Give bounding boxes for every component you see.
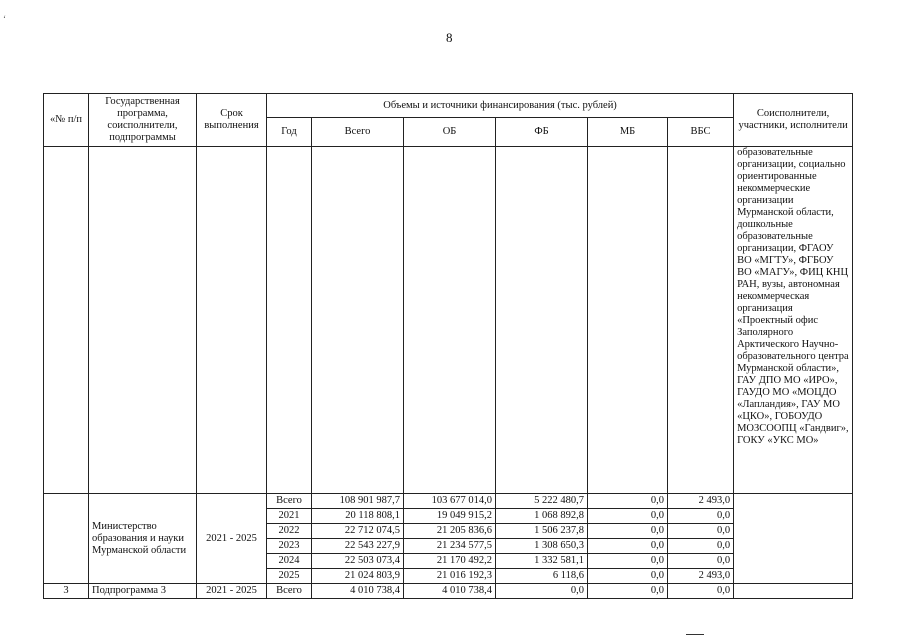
- cell-mb: 0,0: [588, 584, 668, 599]
- partners-list: образовательные организации, социально ориентированные некоммерческие организации Мурманской области, дошкольные образовательные организации, ФГАОУ ВО «МГТУ», ФГБОУ ВО «МАГУ», ФИЦ КНЦ РАН, вузы, автономная некоммерческая организация «Проектный офис Заполярного Арктического Научно-образовательного центра Мурманской области», ГАУ ДПО МО «ИРО», ГАУДО МО «МОЦДО «Лапландия», ГАУ МО «ЦКО», ГОБОУДО МОЗСООПЦ «Гандвиг», ГОКУ «УКС МО»: [734, 147, 853, 494]
- cell-fb: 1 308 650,3: [496, 539, 588, 554]
- cell-fb: 1 506 237,8: [496, 524, 588, 539]
- cell-total: 20 118 808,1: [312, 509, 404, 524]
- cell-mb: 0,0: [588, 554, 668, 569]
- cell-year: Всего: [267, 584, 312, 599]
- subprogram-row: [44, 584, 853, 599]
- header-num: «№ п/п: [44, 94, 89, 147]
- cell-fb: 5 222 480,7: [496, 494, 588, 509]
- header-col-total: Всего: [312, 118, 404, 147]
- continuation-row: [44, 147, 853, 494]
- header-col-mb: МБ: [588, 118, 668, 147]
- cell-total: 4 010 738,4: [312, 584, 404, 599]
- cell-fb: 1 068 892,8: [496, 509, 588, 524]
- cell-year: Всего: [267, 494, 312, 509]
- cell-year: 2024: [267, 554, 312, 569]
- subprogram-num: 3: [44, 584, 89, 599]
- header-col-ob: ОБ: [404, 118, 496, 147]
- cell-mb: 0,0: [588, 569, 668, 584]
- cell-ob: 21 170 492,2: [404, 554, 496, 569]
- header-program: Государственная программа, соисполнители, подпрограммы: [89, 94, 197, 147]
- cell-mb: 0,0: [588, 524, 668, 539]
- cell-fb: 0,0: [496, 584, 588, 599]
- cell-mb: 0,0: [588, 509, 668, 524]
- cell-total: 21 024 803,9: [312, 569, 404, 584]
- header-financing: Объемы и источники финансирования (тыс. рублей): [267, 94, 734, 118]
- cell-year: 2023: [267, 539, 312, 554]
- cell-year: 2021: [267, 509, 312, 524]
- subprogram-term: 2021 - 2025: [197, 584, 267, 599]
- header-partners: Соисполнители, участники, исполнители: [734, 94, 853, 147]
- cell-ob: 21 234 577,5: [404, 539, 496, 554]
- cell-ob: 21 205 836,6: [404, 524, 496, 539]
- cell-mb: 0,0: [588, 494, 668, 509]
- financing-table: [43, 93, 853, 599]
- header-term: Срок выполнения: [197, 94, 267, 147]
- cell-vbs: 0,0: [668, 509, 734, 524]
- cell-total: 108 901 987,7: [312, 494, 404, 509]
- cell-vbs: 2 493,0: [668, 569, 734, 584]
- cell-total: 22 712 074,5: [312, 524, 404, 539]
- header-col-vbs: ВБС: [668, 118, 734, 147]
- cell-vbs: 0,0: [668, 524, 734, 539]
- cell-total: 22 543 227,9: [312, 539, 404, 554]
- cell-fb: 1 332 581,1: [496, 554, 588, 569]
- page-number: 8: [446, 30, 453, 45]
- cell-vbs: 0,0: [668, 554, 734, 569]
- cell-year: 2025: [267, 569, 312, 584]
- header-col-year: Год: [267, 118, 312, 147]
- cell-fb: 6 118,6: [496, 569, 588, 584]
- ministry-term: 2021 - 2025: [197, 494, 267, 584]
- cell-year: 2022: [267, 524, 312, 539]
- table-row: [44, 494, 853, 509]
- cell-total: 22 503 073,4: [312, 554, 404, 569]
- cell-vbs: 0,0: [668, 584, 734, 599]
- footer-line: [686, 634, 704, 635]
- margin-mark: ‘: [3, 14, 6, 24]
- subprogram-name: Подпрограмма 3: [89, 584, 197, 599]
- cell-vbs: 0,0: [668, 539, 734, 554]
- cell-mb: 0,0: [588, 539, 668, 554]
- ministry-name: Министерство образования и науки Мурманской области: [89, 494, 197, 584]
- cell-ob: 19 049 915,2: [404, 509, 496, 524]
- cell-vbs: 2 493,0: [668, 494, 734, 509]
- header-col-fb: ФБ: [496, 118, 588, 147]
- cell-ob: 4 010 738,4: [404, 584, 496, 599]
- cell-ob: 103 677 014,0: [404, 494, 496, 509]
- cell-ob: 21 016 192,3: [404, 569, 496, 584]
